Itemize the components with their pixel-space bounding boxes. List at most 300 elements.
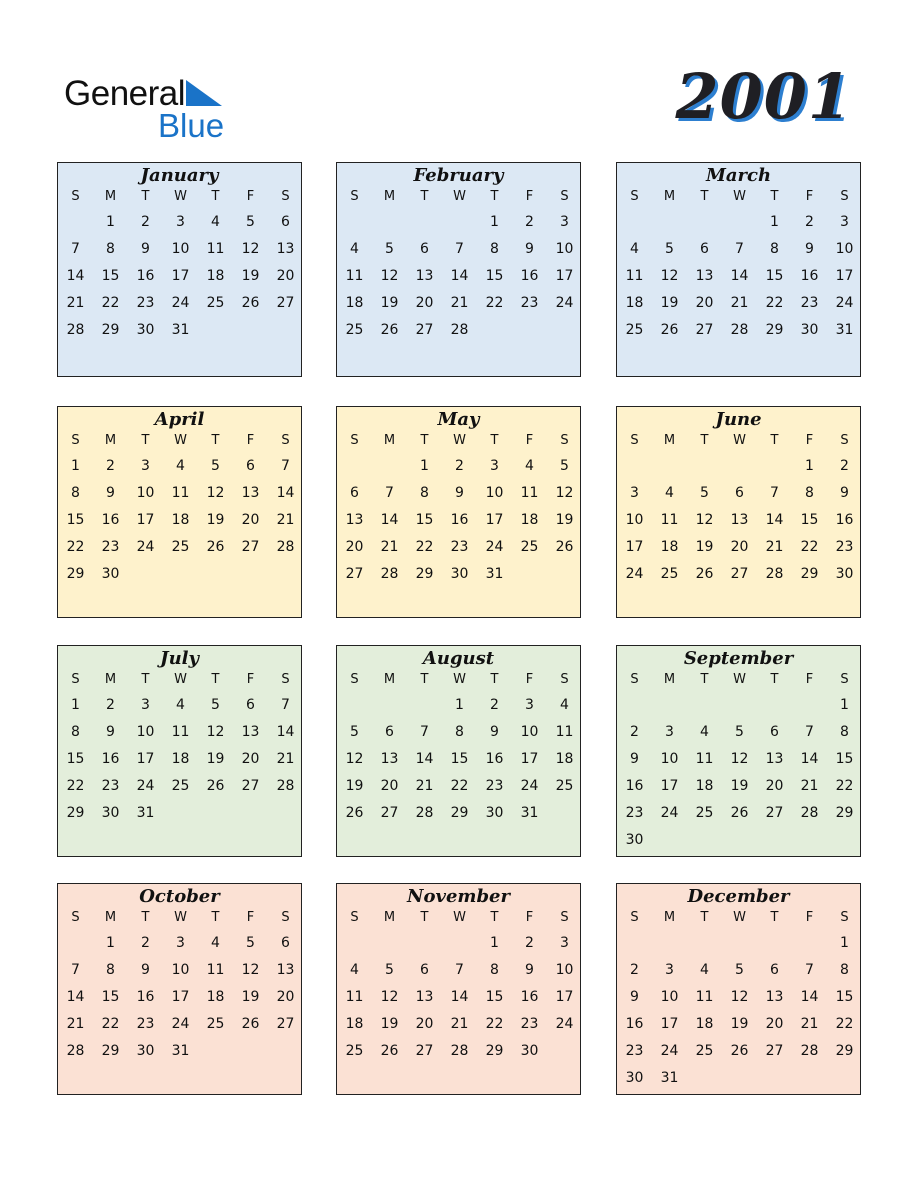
month-june <box>616 406 861 618</box>
day-cell: 11 <box>206 241 225 257</box>
month-april <box>57 406 302 618</box>
day-cell: 11 <box>206 962 225 978</box>
month-name: February <box>413 165 504 186</box>
day-cell: 13 <box>695 268 714 284</box>
day-cell: 12 <box>241 962 260 978</box>
day-cell: 25 <box>555 778 574 794</box>
day-cell: 17 <box>136 751 155 767</box>
day-cell: 31 <box>660 1070 679 1086</box>
day-cell: 9 <box>490 724 499 740</box>
day-cell: 1 <box>71 697 80 713</box>
day-cell: 11 <box>660 512 679 528</box>
weekday-label: T <box>700 672 709 687</box>
weekday-label: W <box>733 672 746 687</box>
day-cell: 29 <box>485 1043 504 1059</box>
day-cell: 27 <box>415 322 434 338</box>
day-cell: 5 <box>385 962 394 978</box>
day-cell: 23 <box>136 1016 155 1032</box>
day-cell: 13 <box>276 241 295 257</box>
day-cell: 28 <box>66 322 85 338</box>
month-november <box>336 883 581 1095</box>
day-cell: 25 <box>660 566 679 582</box>
day-cell: 27 <box>241 539 260 555</box>
day-cell: 8 <box>455 724 464 740</box>
day-cell: 21 <box>765 539 784 555</box>
weekday-header <box>58 187 301 209</box>
day-cell: 6 <box>281 935 290 951</box>
day-cell: 4 <box>700 962 709 978</box>
day-cell: 16 <box>625 1016 644 1032</box>
day-cell: 18 <box>345 295 364 311</box>
day-cell: 21 <box>450 1016 469 1032</box>
day-cell: 22 <box>835 778 854 794</box>
day-cell: 29 <box>450 805 469 821</box>
month-name: December <box>687 886 790 907</box>
weekday-label: F <box>246 672 255 687</box>
day-cell: 7 <box>420 724 429 740</box>
day-cell: 2 <box>455 458 464 474</box>
day-cell: 22 <box>66 778 85 794</box>
weekday-label: T <box>700 910 709 925</box>
day-cell: 22 <box>415 539 434 555</box>
day-cell: 21 <box>800 1016 819 1032</box>
year-title: 2001 <box>675 60 852 133</box>
day-cell: 30 <box>520 1043 539 1059</box>
weekday-label: S <box>560 672 569 687</box>
weekday-label: S <box>560 433 569 448</box>
day-cell: 10 <box>835 241 854 257</box>
logo-triangle-icon <box>186 80 222 106</box>
day-cell: 13 <box>415 989 434 1005</box>
day-cell: 1 <box>805 458 814 474</box>
day-cell: 10 <box>660 989 679 1005</box>
day-cell: 20 <box>241 751 260 767</box>
day-cell: 10 <box>625 512 644 528</box>
day-cell: 8 <box>840 724 849 740</box>
day-cell: 25 <box>345 322 364 338</box>
weekday-label: M <box>383 189 396 204</box>
day-cell: 5 <box>211 458 220 474</box>
day-cell: 3 <box>141 458 150 474</box>
day-cell: 15 <box>415 512 434 528</box>
day-cell: 14 <box>276 485 295 501</box>
day-cell: 20 <box>380 778 399 794</box>
day-cell: 26 <box>380 1043 399 1059</box>
day-grid <box>617 930 860 1092</box>
day-cell: 23 <box>835 539 854 555</box>
empty-cell <box>757 692 792 719</box>
empty-cell <box>617 209 652 236</box>
day-cell: 12 <box>660 268 679 284</box>
day-cell: 4 <box>630 241 639 257</box>
empty-cell <box>337 692 372 719</box>
day-cell: 8 <box>71 485 80 501</box>
weekday-label: T <box>490 910 499 925</box>
day-cell: 31 <box>835 322 854 338</box>
day-cell: 28 <box>66 1043 85 1059</box>
day-cell: 29 <box>101 322 120 338</box>
day-grid <box>337 692 580 827</box>
day-cell: 17 <box>660 1016 679 1032</box>
day-cell: 5 <box>246 935 255 951</box>
day-cell: 12 <box>206 724 225 740</box>
day-cell: 2 <box>106 697 115 713</box>
weekday-label: T <box>420 910 429 925</box>
day-cell: 12 <box>695 512 714 528</box>
day-cell: 4 <box>665 485 674 501</box>
day-cell: 11 <box>520 485 539 501</box>
month-name: April <box>154 409 205 430</box>
empty-cell <box>617 692 652 719</box>
day-cell: 12 <box>555 485 574 501</box>
day-cell: 6 <box>770 962 779 978</box>
day-cell: 29 <box>835 1043 854 1059</box>
empty-cell <box>372 692 407 719</box>
empty-cell <box>442 209 477 236</box>
day-cell: 5 <box>560 458 569 474</box>
day-cell: 27 <box>415 1043 434 1059</box>
day-cell: 11 <box>345 268 364 284</box>
day-cell: 16 <box>136 268 155 284</box>
empty-cell <box>337 209 372 236</box>
day-cell: 24 <box>171 295 190 311</box>
day-cell: 29 <box>765 322 784 338</box>
day-cell: 22 <box>450 778 469 794</box>
day-cell: 12 <box>345 751 364 767</box>
weekday-label: T <box>420 189 429 204</box>
day-cell: 18 <box>695 778 714 794</box>
weekday-label: F <box>525 672 534 687</box>
day-cell: 5 <box>735 724 744 740</box>
empty-cell <box>792 930 827 957</box>
day-cell: 9 <box>141 962 150 978</box>
day-cell: 29 <box>415 566 434 582</box>
day-cell: 31 <box>485 566 504 582</box>
day-cell: 6 <box>350 485 359 501</box>
weekday-label: M <box>383 910 396 925</box>
day-cell: 19 <box>380 1016 399 1032</box>
weekday-header <box>58 670 301 692</box>
day-cell: 18 <box>625 295 644 311</box>
day-cell: 10 <box>555 962 574 978</box>
weekday-label: W <box>733 433 746 448</box>
weekday-label: M <box>383 433 396 448</box>
day-cell: 22 <box>485 1016 504 1032</box>
day-cell: 23 <box>101 539 120 555</box>
day-cell: 2 <box>840 458 849 474</box>
day-cell: 9 <box>525 962 534 978</box>
day-cell: 19 <box>695 539 714 555</box>
day-cell: 3 <box>665 962 674 978</box>
day-cell: 28 <box>450 322 469 338</box>
day-cell: 25 <box>625 322 644 338</box>
weekday-label: S <box>281 189 290 204</box>
day-cell: 9 <box>106 485 115 501</box>
day-cell: 3 <box>490 458 499 474</box>
day-cell: 30 <box>625 1070 644 1086</box>
weekday-label: S <box>71 672 80 687</box>
weekday-label: S <box>840 189 849 204</box>
weekday-label: T <box>141 189 150 204</box>
day-cell: 4 <box>700 724 709 740</box>
weekday-label: W <box>174 189 187 204</box>
day-cell: 25 <box>206 1016 225 1032</box>
weekday-label: S <box>71 189 80 204</box>
day-grid <box>617 692 860 854</box>
day-cell: 15 <box>66 512 85 528</box>
day-cell: 14 <box>450 989 469 1005</box>
day-cell: 16 <box>835 512 854 528</box>
weekday-label: F <box>246 433 255 448</box>
day-cell: 19 <box>345 778 364 794</box>
day-cell: 27 <box>765 1043 784 1059</box>
day-cell: 22 <box>800 539 819 555</box>
day-cell: 18 <box>206 989 225 1005</box>
day-cell: 15 <box>835 989 854 1005</box>
day-cell: 28 <box>800 1043 819 1059</box>
empty-cell <box>757 930 792 957</box>
day-cell: 26 <box>241 295 260 311</box>
logo-text-blue: Blue <box>158 107 225 144</box>
day-cell: 10 <box>660 751 679 767</box>
day-cell: 30 <box>485 805 504 821</box>
day-cell: 11 <box>695 989 714 1005</box>
weekday-label: T <box>490 672 499 687</box>
day-cell: 21 <box>66 1016 85 1032</box>
day-cell: 13 <box>345 512 364 528</box>
day-cell: 7 <box>281 458 290 474</box>
day-cell: 28 <box>730 322 749 338</box>
day-cell: 2 <box>525 935 534 951</box>
day-cell: 12 <box>206 485 225 501</box>
day-cell: 25 <box>345 1043 364 1059</box>
day-cell: 30 <box>625 832 644 848</box>
day-cell: 4 <box>350 962 359 978</box>
day-cell: 3 <box>141 697 150 713</box>
weekday-label: W <box>733 910 746 925</box>
day-cell: 25 <box>695 805 714 821</box>
day-cell: 4 <box>525 458 534 474</box>
day-cell: 4 <box>211 214 220 230</box>
weekday-label: S <box>840 433 849 448</box>
day-cell: 22 <box>765 295 784 311</box>
day-cell: 13 <box>241 724 260 740</box>
day-cell: 18 <box>345 1016 364 1032</box>
weekday-label: M <box>104 433 117 448</box>
day-cell: 2 <box>141 214 150 230</box>
day-cell: 4 <box>176 697 185 713</box>
empty-cell <box>372 930 407 957</box>
day-cell: 17 <box>555 268 574 284</box>
day-cell: 24 <box>171 1016 190 1032</box>
weekday-label: F <box>805 189 814 204</box>
day-cell: 25 <box>171 539 190 555</box>
day-cell: 14 <box>730 268 749 284</box>
day-cell: 13 <box>765 751 784 767</box>
day-cell: 9 <box>106 724 115 740</box>
day-cell: 29 <box>66 566 85 582</box>
month-name: September <box>683 648 794 669</box>
weekday-label: W <box>174 433 187 448</box>
day-cell: 11 <box>625 268 644 284</box>
day-cell: 8 <box>106 241 115 257</box>
day-cell: 26 <box>730 1043 749 1059</box>
day-cell: 23 <box>520 1016 539 1032</box>
day-cell: 21 <box>800 778 819 794</box>
empty-cell <box>617 930 652 957</box>
empty-cell <box>407 209 442 236</box>
weekday-label: T <box>700 433 709 448</box>
empty-cell <box>652 692 687 719</box>
day-cell: 15 <box>835 751 854 767</box>
day-cell: 6 <box>735 485 744 501</box>
day-cell: 7 <box>281 697 290 713</box>
day-cell: 18 <box>171 512 190 528</box>
day-cell: 13 <box>380 751 399 767</box>
day-cell: 28 <box>380 566 399 582</box>
day-cell: 11 <box>345 989 364 1005</box>
day-cell: 15 <box>765 268 784 284</box>
weekday-label: S <box>630 910 639 925</box>
weekday-label: M <box>383 672 396 687</box>
day-cell: 5 <box>700 485 709 501</box>
day-cell: 17 <box>171 268 190 284</box>
weekday-label: S <box>560 189 569 204</box>
empty-cell <box>722 209 757 236</box>
weekday-label: T <box>211 672 220 687</box>
day-cell: 19 <box>380 295 399 311</box>
day-cell: 3 <box>176 935 185 951</box>
day-cell: 6 <box>770 724 779 740</box>
day-cell: 21 <box>380 539 399 555</box>
day-cell: 10 <box>485 485 504 501</box>
weekday-label: W <box>453 433 466 448</box>
empty-cell <box>687 209 722 236</box>
day-cell: 18 <box>520 512 539 528</box>
weekday-label: S <box>71 433 80 448</box>
day-cell: 14 <box>66 268 85 284</box>
day-cell: 11 <box>171 485 190 501</box>
logo-text-general: General <box>64 74 186 113</box>
day-cell: 12 <box>730 989 749 1005</box>
day-cell: 23 <box>520 295 539 311</box>
weekday-label: T <box>141 910 150 925</box>
day-cell: 2 <box>630 962 639 978</box>
day-cell: 16 <box>450 512 469 528</box>
day-cell: 10 <box>171 962 190 978</box>
day-cell: 17 <box>835 268 854 284</box>
day-cell: 22 <box>101 295 120 311</box>
day-cell: 27 <box>695 322 714 338</box>
month-october <box>57 883 302 1095</box>
month-may <box>336 406 581 618</box>
weekday-label: S <box>630 189 639 204</box>
day-cell: 9 <box>805 241 814 257</box>
day-cell: 10 <box>555 241 574 257</box>
day-cell: 15 <box>800 512 819 528</box>
day-cell: 20 <box>415 295 434 311</box>
day-cell: 18 <box>660 539 679 555</box>
day-cell: 19 <box>241 268 260 284</box>
day-cell: 8 <box>490 241 499 257</box>
day-cell: 24 <box>555 295 574 311</box>
weekday-label: S <box>840 910 849 925</box>
day-cell: 24 <box>485 539 504 555</box>
day-cell: 27 <box>241 778 260 794</box>
day-cell: 20 <box>765 778 784 794</box>
day-cell: 30 <box>835 566 854 582</box>
day-cell: 15 <box>66 751 85 767</box>
weekday-label: S <box>350 433 359 448</box>
day-cell: 21 <box>450 295 469 311</box>
month-february <box>336 162 581 377</box>
weekday-label: M <box>663 433 676 448</box>
day-cell: 12 <box>730 751 749 767</box>
day-cell: 11 <box>171 724 190 740</box>
weekday-label: F <box>525 910 534 925</box>
day-cell: 8 <box>770 241 779 257</box>
day-cell: 30 <box>101 805 120 821</box>
day-cell: 26 <box>695 566 714 582</box>
day-cell: 7 <box>71 962 80 978</box>
day-cell: 10 <box>136 724 155 740</box>
weekday-label: S <box>630 672 639 687</box>
day-cell: 5 <box>246 214 255 230</box>
day-cell: 4 <box>350 241 359 257</box>
weekday-label: T <box>141 433 150 448</box>
day-cell: 19 <box>730 1016 749 1032</box>
day-cell: 1 <box>106 214 115 230</box>
day-cell: 13 <box>241 485 260 501</box>
day-cell: 15 <box>485 268 504 284</box>
weekday-label: S <box>350 910 359 925</box>
day-cell: 15 <box>101 989 120 1005</box>
empty-cell <box>722 453 757 480</box>
weekday-label: W <box>453 189 466 204</box>
day-cell: 21 <box>415 778 434 794</box>
day-cell: 17 <box>136 512 155 528</box>
day-cell: 28 <box>276 778 295 794</box>
day-cell: 14 <box>800 751 819 767</box>
day-cell: 11 <box>695 751 714 767</box>
day-cell: 24 <box>136 539 155 555</box>
weekday-label: T <box>141 672 150 687</box>
day-cell: 16 <box>136 989 155 1005</box>
day-cell: 28 <box>276 539 295 555</box>
day-cell: 16 <box>625 778 644 794</box>
weekday-header <box>337 670 580 692</box>
day-cell: 9 <box>630 751 639 767</box>
day-cell: 26 <box>380 322 399 338</box>
day-cell: 27 <box>276 1016 295 1032</box>
day-cell: 14 <box>66 989 85 1005</box>
day-cell: 16 <box>101 512 120 528</box>
day-cell: 21 <box>276 751 295 767</box>
weekday-label: F <box>805 910 814 925</box>
empty-cell <box>652 453 687 480</box>
day-cell: 11 <box>555 724 574 740</box>
month-name: May <box>437 409 480 430</box>
day-cell: 8 <box>420 485 429 501</box>
day-cell: 19 <box>660 295 679 311</box>
day-cell: 7 <box>805 724 814 740</box>
day-cell: 16 <box>520 268 539 284</box>
day-cell: 16 <box>520 989 539 1005</box>
month-name: August <box>422 648 495 669</box>
day-cell: 6 <box>700 241 709 257</box>
day-cell: 26 <box>345 805 364 821</box>
day-cell: 7 <box>455 962 464 978</box>
